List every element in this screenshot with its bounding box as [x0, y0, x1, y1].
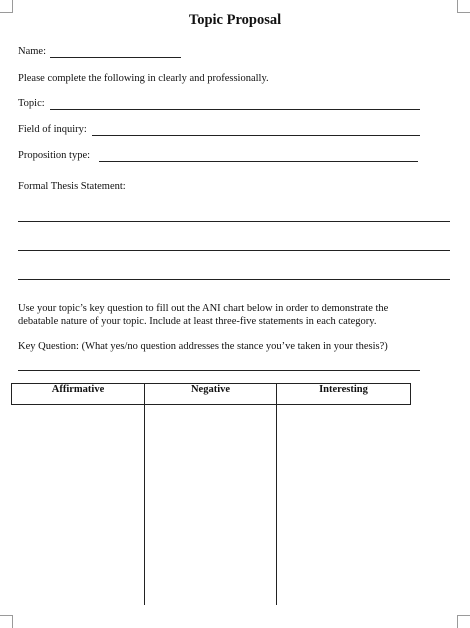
ani-chart — [11, 383, 411, 405]
ani-header-interesting: Interesting — [277, 384, 411, 405]
ani-column-divider-2 — [276, 405, 277, 605]
ani-instruction-line-1: Use your topic’s key question to fill out the ANI chart below in order to demonstrate the — [18, 303, 389, 314]
field-of-inquiry-label: Field of inquiry: — [18, 124, 87, 135]
instruction-text: Please complete the following in clearly and professionally. — [18, 73, 269, 84]
ani-instruction-line-2: debatable nature of your topic. Include at least three-five statements in each category. — [18, 316, 377, 327]
ani-column-divider-1 — [144, 405, 145, 605]
page-corner-bottom-left — [0, 615, 13, 628]
key-question-blank[interactable] — [18, 370, 420, 371]
ani-chart-header-row — [12, 384, 411, 405]
formal-thesis-label: Formal Thesis Statement: — [18, 181, 126, 192]
field-of-inquiry-blank[interactable] — [92, 135, 420, 136]
ani-header-affirmative: Affirmative — [12, 384, 145, 405]
topic-blank[interactable] — [50, 109, 420, 110]
name-blank[interactable] — [50, 57, 181, 58]
page-title: Topic Proposal — [188, 12, 282, 28]
key-question-label: Key Question: (What yes/no question addresses the stance you’ve taken in your thesis?) — [18, 341, 388, 352]
name-label: Name: — [18, 46, 46, 57]
topic-label: Topic: — [18, 98, 45, 109]
proposition-type-label: Proposition type: — [18, 150, 91, 161]
thesis-line-1[interactable] — [18, 221, 450, 222]
proposition-type-blank[interactable] — [99, 161, 418, 162]
page-corner-bottom-right — [457, 615, 470, 628]
ani-header-negative: Negative — [145, 384, 277, 405]
thesis-line-3[interactable] — [18, 279, 450, 280]
thesis-line-2[interactable] — [18, 250, 450, 251]
